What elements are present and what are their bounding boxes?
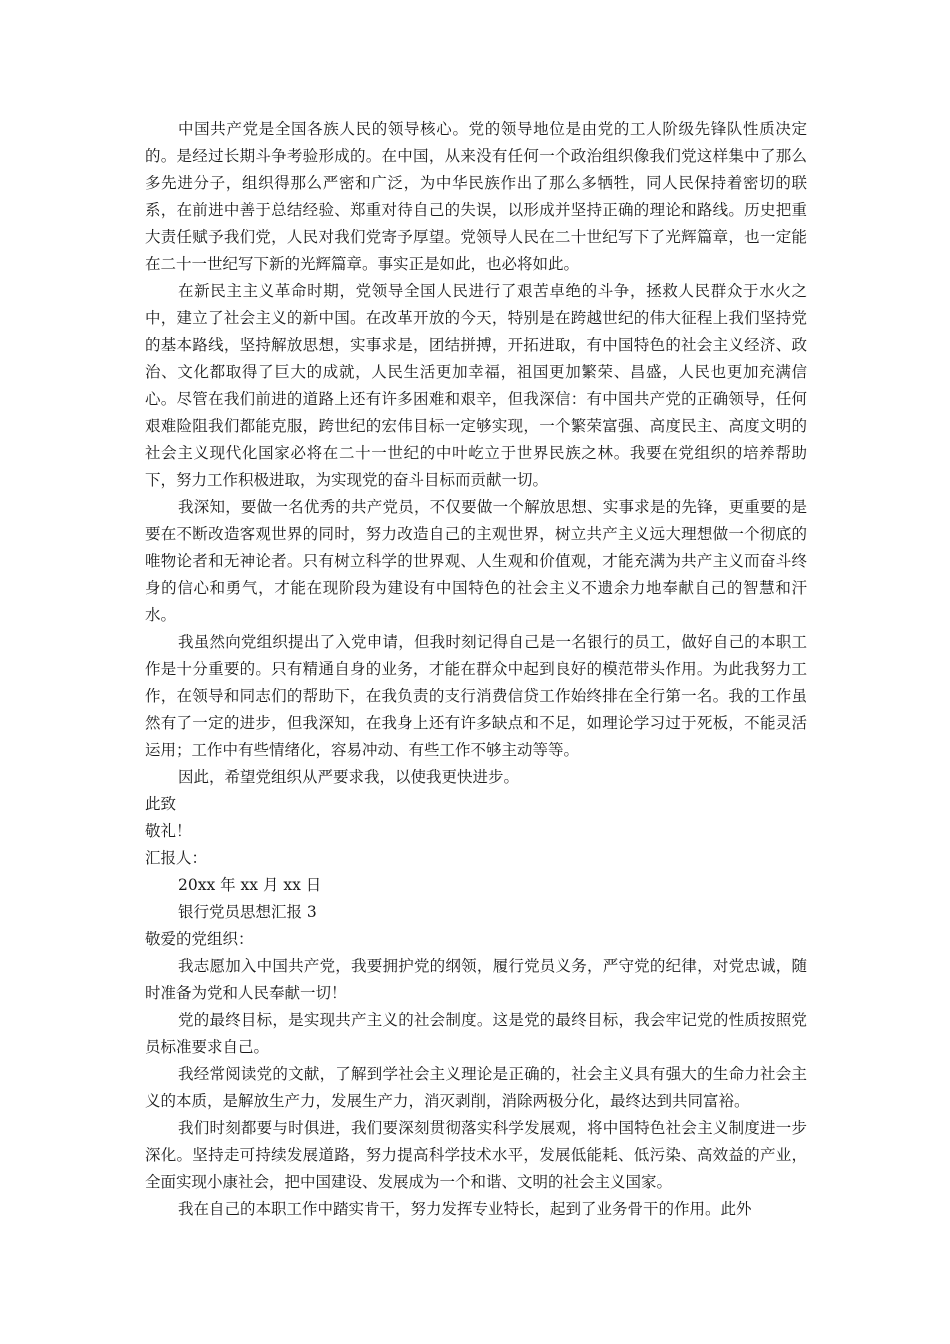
body-paragraph-7: 党的最终目标，是实现共产主义的社会制度。这是党的最终目标，我会牢记党的性质按照党员标准要求自己。 (145, 1011, 807, 1056)
document-page (145, 116, 807, 1223)
report-date: 20xx 年 xx 月 xx 日 (178, 876, 322, 894)
closing-salute: 敬礼！ (145, 822, 192, 840)
body-paragraph-10: 我在自己的本职工作中踏实肯干，努力发挥专业特长，起到了业务骨干的作用。此外 (178, 1200, 752, 1218)
reporter-label: 汇报人： (145, 849, 208, 867)
body-paragraph-6: 我志愿加入中国共产党，我要拥护党的纲领，履行党员义务，严守党的纪律，对党忠诚，随时准备为党和人民奉献一切！ (145, 957, 807, 1002)
body-paragraph-5: 因此，希望党组织从严要求我，以使我更快进步。 (178, 768, 520, 786)
section-title: 银行党员思想汇报 3 (178, 903, 317, 921)
closing-greeting: 此致 (145, 795, 177, 813)
body-paragraph-4: 我虽然向党组织提出了入党申请，但我时刻记得自己是一名银行的员工，做好自己的本职工作是十分重要的。只有精通自身的业务，才能在群众中起到良好的模范带头作用。为此我努力工作，在领导和同志们的帮助下，在我负责的支行消费信贷工作始终排在全行第一名。我的工作虽然有了一定的进步，但我深知，在我身上还有许多缺点和不足，如理论学习过于死板，不能灵活运用；工作中有些情绪化，容易冲动、有些工作不够主动等等。 (145, 633, 807, 759)
salutation: 敬爱的党组织： (145, 930, 254, 948)
body-paragraph-2: 在新民主主义革命时期，党领导全国人民进行了艰苦卓绝的斗争，拯救人民群众于水火之中，建立了社会主义的新中国。在改革开放的今天，特别是在跨越世纪的伟大征程上我们坚持党的基本路线，坚持解放思想，实事求是，团结拼搏，开拓进取，有中国特色的社会主义经济、政治、文化都取得了巨大的成就，人民生活更加幸福，祖国更加繁荣、昌盛，人民也更加充满信心。尽管在我们前进的道路上还有许多困难和艰辛，但我深信：有中国共产党的正确领导，任何艰难险阻我们都能克服，跨世纪的宏伟目标一定够实现，一个繁荣富强、高度民主、高度文明的社会主义现代化国家必将在二十一世纪的中叶屹立于世界民族之林。我要在党组织的培养帮助下，努力工作积极进取，为实现党的奋斗目标而贡献一切。 (145, 282, 807, 489)
body-paragraph-8: 我经常阅读党的文献，了解到学社会主义理论是正确的，社会主义具有强大的生命力社会主义的本质，是解放生产力，发展生产力，消灭剥削，消除两极分化，最终达到共同富裕。 (145, 1065, 807, 1110)
body-paragraph-1: 中国共产党是全国各族人民的领导核心。党的领导地位是由党的工人阶级先锋队性质决定的。是经过长期斗争考验形成的。在中国，从来没有任何一个政治组织像我们党这样集中了那么多先进分子，组织得那么严密和广泛，为中华民族作出了那么多牺牲，同人民保持着密切的联系，在前进中善于总结经验、郑重对待自己的失误，以形成并坚持正确的理论和路线。历史把重大责任赋予我们党，人民对我们党寄予厚望。党领导人民在二十世纪写下了光辉篇章，也一定能在二十一世纪写下新的光辉篇章。事实正是如此，也必将如此。 (145, 120, 807, 273)
body-paragraph-9: 我们时刻都要与时俱进，我们要深刻贯彻落实科学发展观，将中国特色社会主义制度进一步深化。坚持走可持续发展道路，努力提高科学技术水平，发展低能耗、低污染、高效益的产业，全面实现小康社会，把中国建设、发展成为一个和谐、文明的社会主义国家。 (145, 1119, 807, 1191)
body-paragraph-3: 我深知，要做一名优秀的共产党员，不仅要做一个解放思想、实事求是的先锋，更重要的是要在不断改造客观世界的同时，努力改造自己的主观世界，树立共产主义远大理想做一个彻底的唯物论者和无神论者。只有树立科学的世界观、人生观和价值观，才能充满为共产主义而奋斗终身的信心和勇气，才能在现阶段为建设有中国特色的社会主义不遗余力地奉献自己的智慧和汗水。 (145, 498, 807, 624)
